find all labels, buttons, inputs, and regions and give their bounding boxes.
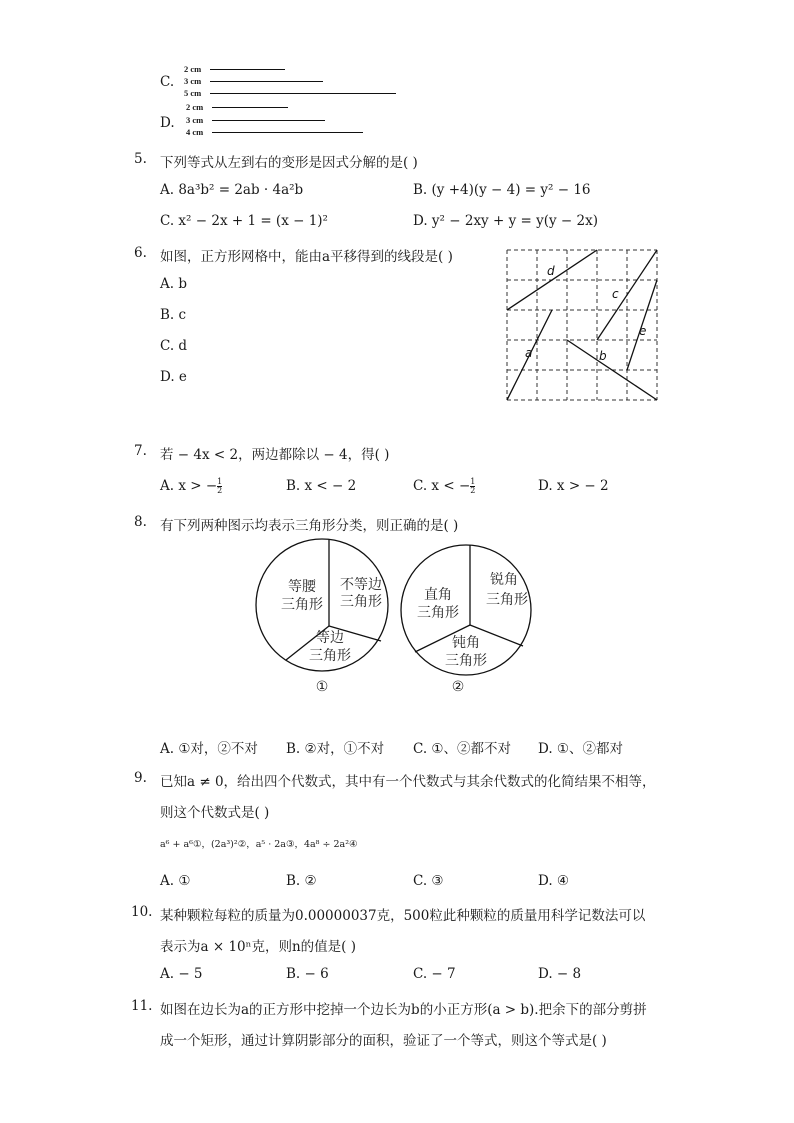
pie2-label: ②: [451, 679, 465, 695]
q6-option-a: A. b: [160, 276, 187, 292]
q9-number: 9.: [134, 770, 147, 786]
q5-option-b: B. (y +4)(y − 4) = y² − 16: [413, 182, 591, 198]
q6-stem: 如图，正方形网格中，能由a平移得到的线段是( ): [160, 249, 453, 265]
q7-a-text: A. x > −: [160, 478, 218, 494]
q5-number: 5.: [134, 151, 147, 167]
pie2-slice2-line2: 三角形: [486, 592, 528, 608]
label-c: c: [612, 287, 619, 301]
q8-option-c: C. ①、②都不对: [413, 741, 512, 757]
q10-stem-line1: 某种颗粒每粒的质量为0.00000037克，500粒此种颗粒的质量用科学记数法可以: [160, 908, 646, 924]
q4-d-segment-1: [212, 107, 288, 108]
q10-option-c: C. − 7: [413, 966, 456, 982]
q6-option-b: B. c: [160, 307, 187, 323]
pie1-slice2-line1: 不等边: [340, 577, 382, 593]
grid-lines: [507, 250, 657, 400]
pie2-slice1-line1: 直角: [424, 587, 452, 603]
label-d: d: [547, 264, 555, 278]
q6-option-d: D. e: [160, 369, 187, 385]
q9-option-c: C. ③: [413, 873, 444, 889]
q4-c-label-2: 3 cm: [184, 76, 202, 86]
q4-d-label-3: 4 cm: [186, 127, 204, 137]
segment-d: [507, 250, 597, 310]
q8-number: 8.: [134, 514, 147, 530]
pie1-slice2-line2: 三角形: [340, 594, 382, 610]
frac-den: 2: [470, 486, 476, 495]
q8-option-d: D. ①、②都对: [538, 741, 624, 757]
frac-den: 2: [217, 486, 223, 495]
pie1-slice1-line1: 等腰: [288, 579, 316, 595]
q11-stem-line1: 如图在边长为a的正方形中挖掉一个边长为b的小正方形(a > b).把余下的部分剪拼: [160, 1002, 647, 1018]
q9-option-d: D. ④: [538, 873, 570, 889]
label-b: b: [599, 349, 607, 363]
q5-option-c: C. x² − 2x + 1 = (x − 1)²: [160, 213, 328, 229]
q11-stem-line2: 成一个矩形，通过计算阴影部分的面积，验证了一个等式，则这个等式是( ): [160, 1033, 607, 1049]
q11-number: 11.: [131, 998, 153, 1014]
q9-option-a: A. ①: [160, 873, 191, 889]
pie2-slice1-line2: 三角形: [417, 605, 459, 621]
q7-c-fraction: [470, 478, 475, 495]
q9-stem-line1: 已知a ≠ 0，给出四个代数式，其中有一个代数式与其余代数式的化简结果不相等，: [160, 774, 656, 790]
pie2-slice3-line2: 三角形: [445, 653, 487, 669]
q4-d-label-2: 3 cm: [186, 115, 204, 125]
q9-expressions: a⁶ + a⁶①，(2a³)²②，a⁵ · 2a③，4a⁸ ÷ 2a²④: [160, 839, 358, 850]
q4-c-label-1: 2 cm: [184, 64, 202, 74]
q6-option-c: C. d: [160, 338, 188, 354]
pie1-slice3-line1: 等边: [316, 630, 344, 646]
q7-a-fraction: [217, 478, 222, 495]
pie-2: [401, 545, 531, 695]
q7-option-a: [160, 478, 222, 495]
q7-option-c: [413, 478, 475, 495]
pie2-slice3-line1: 钝角: [452, 635, 480, 651]
pie-1: [256, 539, 388, 695]
q7-option-d: D. x > − 2: [538, 478, 609, 494]
q4-d-segment-2: [212, 120, 325, 121]
q10-number: 10.: [131, 904, 153, 920]
segment-c: [597, 250, 657, 340]
q4-d-label-1: 2 cm: [186, 102, 204, 112]
q7-number: 7.: [134, 443, 147, 459]
q10-option-d: D. − 8: [538, 966, 582, 982]
q9-stem-line2: 则这个代数式是( ): [160, 805, 270, 821]
q9-option-b: B. ②: [286, 873, 317, 889]
q4-c-letter: C.: [160, 74, 175, 90]
q7-c-text: C. x < −: [413, 478, 471, 494]
q8-option-a: A. ①对，②不对: [160, 741, 258, 757]
q8-option-b: B. ②对，①不对: [286, 741, 385, 757]
pie1-slice3-line2: 三角形: [309, 648, 351, 664]
q5-option-d: D. y² − 2xy + y = y(y − 2x): [413, 213, 598, 229]
q4-c-segment-1: [210, 69, 285, 70]
label-a: a: [525, 346, 533, 360]
q10-option-a: A. − 5: [160, 966, 203, 982]
frac-num: 1: [217, 477, 223, 486]
label-e: e: [639, 324, 647, 338]
q4-d-letter: D.: [160, 115, 175, 131]
q4-c-label-3: 5 cm: [184, 88, 202, 98]
q6-number: 6.: [134, 245, 147, 261]
q4-c-segment-2: [210, 81, 323, 82]
q8-stem: 有下列两种图示均表示三角形分类，则正确的是( ): [160, 518, 459, 534]
q4-c-segment-3: [210, 93, 396, 94]
q10-option-b: B. − 6: [286, 966, 329, 982]
pie1-label: ①: [315, 679, 329, 695]
q7-stem: 若 − 4x < 2，两边都除以 − 4，得( ): [160, 447, 390, 463]
q10-stem-line2: 表示为a × 10ⁿ克，则n的值是( ): [160, 939, 356, 955]
q5-option-a: A. 8a³b² = 2ab · 4a²b: [160, 182, 304, 198]
pie2-slice2-line1: 锐角: [490, 572, 518, 588]
q8-pie-figure: [255, 538, 545, 703]
q5-stem: 下列等式从左到右的变形是因式分解的是( ): [160, 155, 418, 171]
pie1-slice1-line2: 三角形: [281, 597, 323, 613]
q7-option-b: B. x < − 2: [286, 478, 357, 494]
frac-num: 1: [470, 477, 476, 486]
q6-grid-figure: [500, 243, 666, 405]
q4-d-segment-3: [212, 132, 363, 133]
